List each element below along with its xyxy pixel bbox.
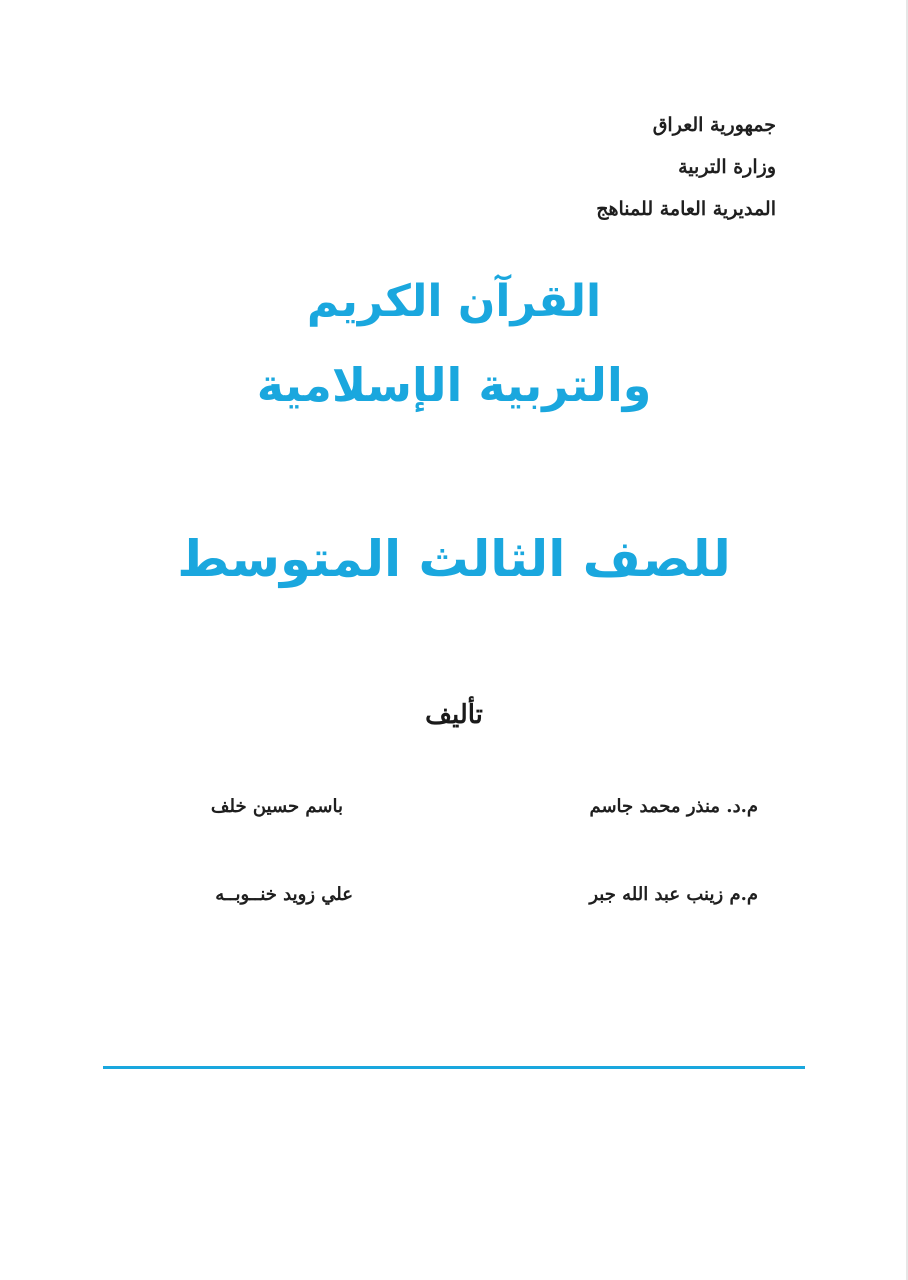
book-title-line-1: القرآن الكريم (306, 276, 602, 327)
ministry-name: وزارة التربية (678, 156, 776, 178)
grade-level-title: للصف الثالث المتوسط (177, 530, 731, 588)
author-name: م.م زينب عبد الله جبر (589, 884, 758, 905)
country-name: جمهورية العراق (652, 114, 776, 136)
authorship-heading: تأليف (425, 700, 483, 730)
footer-divider-line (103, 1066, 805, 1069)
directorate-name: المديرية العامة للمناهج (596, 198, 776, 220)
book-title-line-2: والتربية الإسلامية (256, 358, 652, 412)
author-name: م.د. منذر محمد جاسم (589, 796, 758, 817)
issuing-authority-block (596, 104, 776, 230)
author-name: باسم حسين خلف (210, 796, 343, 817)
author-name: علي زويد خنــوبــه (215, 884, 353, 905)
